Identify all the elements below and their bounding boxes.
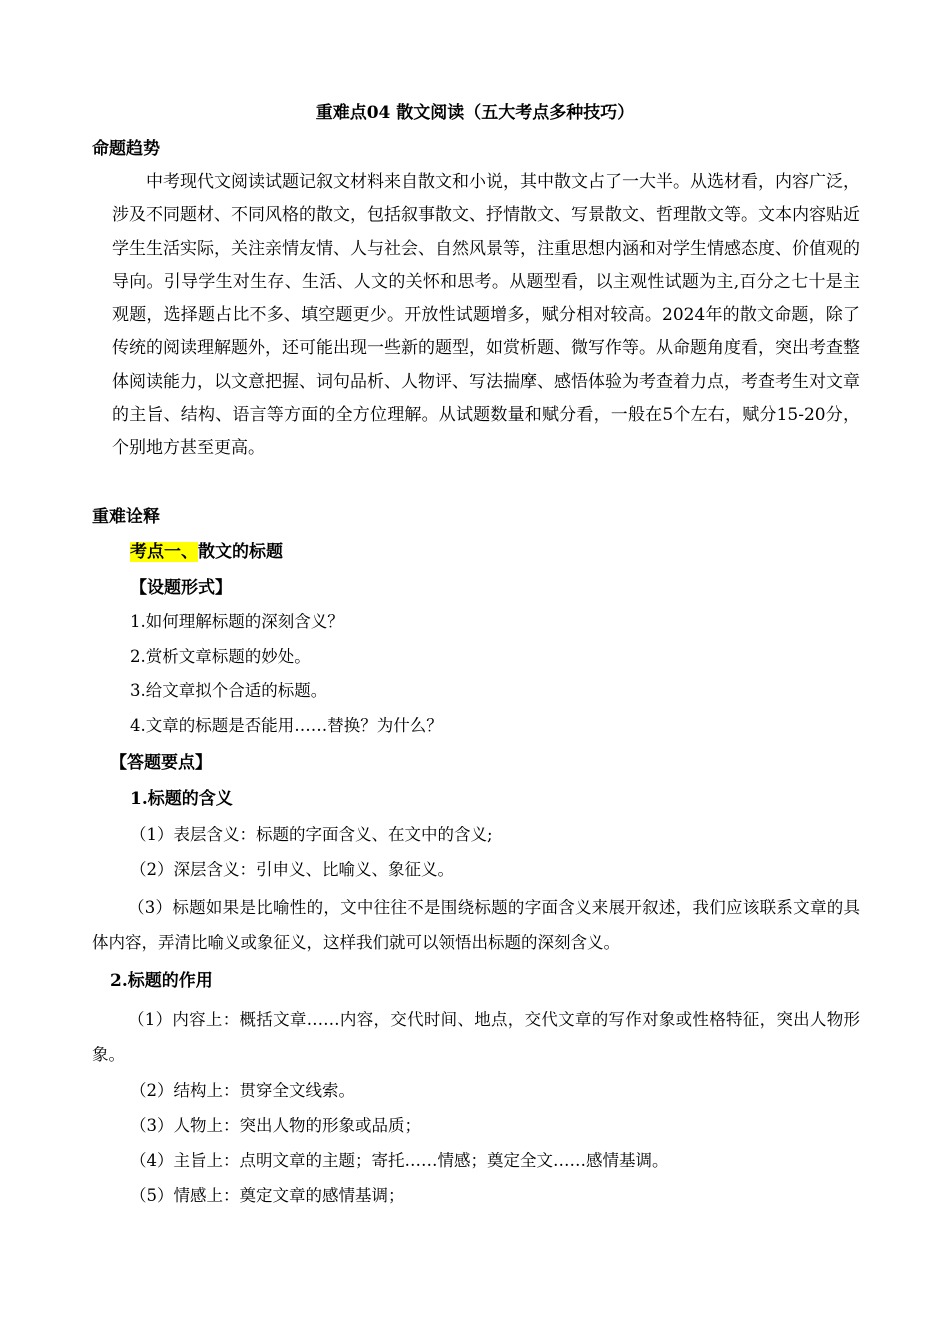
meaning-item: （1）表层含义：标题的字面含义、在文中的含义; <box>130 825 493 844</box>
document-title: 重难点04 散文阅读（五大考点多种技巧） <box>315 103 635 123</box>
section-heading-explain: 重难诠释 <box>92 507 160 527</box>
function-heading: 2.标题的作用 <box>110 971 213 991</box>
function-item: （4）主旨上：点明文章的主题；寄托……情感；奠定全文……感情基调。 <box>130 1151 669 1170</box>
kaodian-heading <box>130 540 283 564</box>
trend-paragraph: 中考现代文阅读试题记叙文材料来自散文和小说，其中散文占了一大半。从选材看，内容广泛，涉及不同题材、不同风格的散文，包括叙事散文、抒情散文、写景散文、哲理散文等。文本内容贴近学生生活实际，关注亲情友情、人与社会、自然风景等，注重思想内涵和对学生情感态度、价值观的导向。引导学生对生存、生活、人文的关怀和思考。从题型看，以主观性试题为主,百分之七十是主观题，选择题占比不多、填空题更少。开放性试题增多，赋分相对较高。2024年的散文命题，除了传统的阅读理解题外，还可能出现一些新的题型，如赏析题、微写作等。从命题角度看，突出考查整体阅读能力，以文意把握、词句品析、人物评、写法揣摩、感悟体验为考查着力点，考查考生对文章的主旨、结构、语言等方面的全方位理解。从试题数量和赋分看，一般在5个左右，赋分15-20分，个别地方甚至更高。 <box>112 172 860 459</box>
answer-heading: 【答题要点】 <box>110 753 212 773</box>
form-item: 1.如何理解标题的深刻含义？ <box>130 612 344 631</box>
form-heading: 【设题形式】 <box>130 578 232 598</box>
meaning-item: （3）标题如果是比喻性的，文中往往不是围绕标题的字面含义来展开叙述，我们应该联系文章的具体内容，弄清比喻义或象征义，这样我们就可以领悟出标题的深刻含义。 <box>92 898 860 952</box>
function-item: （5）情感上：奠定文章的感情基调； <box>130 1186 405 1205</box>
kaodian-title: 散文的标题 <box>198 542 283 562</box>
function-item: （1）内容上：概括文章……内容，交代时间、地点，交代文章的写作对象或性格特征，突出人物形象。 <box>92 1010 860 1064</box>
meaning-item: （2）深层含义：引申义、比喻义、象征义。 <box>130 860 454 879</box>
function-item: （3）人物上：突出人物的形象或品质； <box>130 1116 421 1135</box>
kaodian-highlight: 考点一、 <box>130 542 198 562</box>
section-heading-trend: 命题趋势 <box>92 139 160 159</box>
meaning-heading: 1.标题的含义 <box>130 789 233 809</box>
form-item: 3.给文章拟个合适的标题。 <box>130 681 328 700</box>
form-item: 4.文章的标题是否能用……替换？为什么？ <box>130 716 443 735</box>
form-item: 2.赏析文章标题的妙处。 <box>130 647 311 666</box>
function-item: （2）结构上：贯穿全文线索。 <box>130 1081 355 1100</box>
